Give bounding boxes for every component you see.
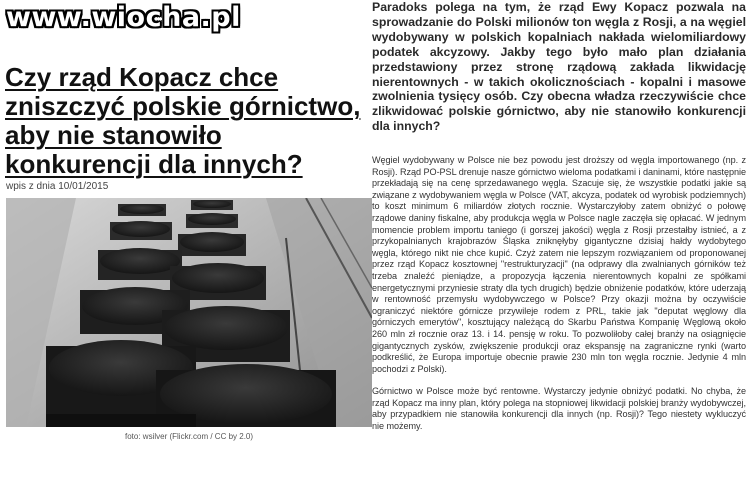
- headline-line: aby nie stanowiło: [5, 120, 222, 150]
- article-lead: Paradoks polega na tym, że rząd Ewy Kopacz pozwala na sprowadzanie do Polski milionów ton węgla z Rosji, a na węgiel wydobywany w polskich kopalniach nakłada wielomiliardowy podatek akcyzowy. Jakby tego było mało plan działania przedstawiony przez stronę rządową zakłada likwidację nierentownych - w takich okolicznościach - kopalni i masowe zwolnienia tysięcy osób. Czy obecna władza rzeczywiście chce zlikwidować polskie górnictwo, aby nie stanowiło konkurencji dla innych?: [372, 0, 746, 134]
- article-paragraph: Węgiel wydobywany w Polsce nie bez powodu jest droższy od węgla importowanego (np. z Rosji). Rząd PO-PSL drenuje nasze górnictwo wieloma podatkami i daninami, które następnie przekładają się na cenę sprzedawanego węgla. Szacuje się, że wszystkie podatki jakie są związane z wydobywaniem węgla w Polsce (VAT, akcyza, podatek od wyrobisk podziemnych) to koszt minimum 6 miliardów złotych rocznie. Wystarczyłoby zatem obniżyć o połowę rządowe daniny fiskalne, aby produkcja węgla w Polsce nagle zaczęła się opłacać. W jednym momencie problem importu taniego (i gorszej jakości) węgla z Rosji przestałby istnieć, a z przykopalnianych krajobrazów Śląska zniknęłyby gigantyczne dzisiaj hałdy wydobytego węgla, którego nikt nie chce kupić. Czyż zatem nie lepszym rozwiązaniem od proponowanej przez rząd Kopacz kosztownej "restrukturyzacji" (na odprawy dla zwalnianych górników też trzeba znaleźć pieniądze, a propozycja łączenia nierentownych kopalni ze spółkami energetycznymi przyniesie straty dla tych drugich) będzie obniżenie podatków, które uderzają w rentowność przemysłu wydobywczego w Polsce? Przy okazji można by oczywiście ograniczyć niektóre górnicze przywileje rodem z PRL, takie jak "deputat węglowy dla górniczych emerytów", kosztujący należącą do Skarbu Państwa Kompanię Węglową około 260 mln zł rocznie oraz 13. i 14. pensję w roku. To pozwoliłoby całej branży na osiągnięcie gigantycznych zysków, zwiększenie produkcji oraz ekspansję na zagraniczne rynki (warto podkreślić, że Europa importuje obecnie prawie 230 mln ton węgla rocznie. Jedynie 4 mln pochodzi z Polski).: [372, 155, 746, 374]
- article-byline: wpis z dnia 10/01/2015: [6, 181, 109, 192]
- article-paragraph: Górnictwo w Polsce może być rentowne. Wystarczy jedynie obniżyć podatki. No chyba, że rząd Kopacz ma inny plan, który polega na stopniowej likwidacji polskiej branży wydobywczej, aby przypadkiem nie stanowiła konkurencji dla innych (np. Rosji)? Tego niestety wykluczyć nie możemy.: [372, 386, 746, 432]
- coal-wagons-photo: [6, 198, 372, 427]
- headline-line: konkurencji dla innych?: [5, 149, 303, 179]
- left-column: [0, 0, 370, 492]
- coal-wagons-illustration: [6, 198, 372, 427]
- headline-line: Czy rząd Kopacz chce: [5, 62, 279, 92]
- article-body: [372, 155, 746, 444]
- article-headline[interactable]: [5, 63, 365, 179]
- headline-line: zniszczyć polskie górnictwo,: [5, 91, 361, 121]
- site-watermark: www.wiocha.pl: [6, 2, 241, 33]
- photo-caption: foto: wsilver (Flickr.com / CC by 2.0): [125, 432, 254, 441]
- right-column: [372, 0, 748, 492]
